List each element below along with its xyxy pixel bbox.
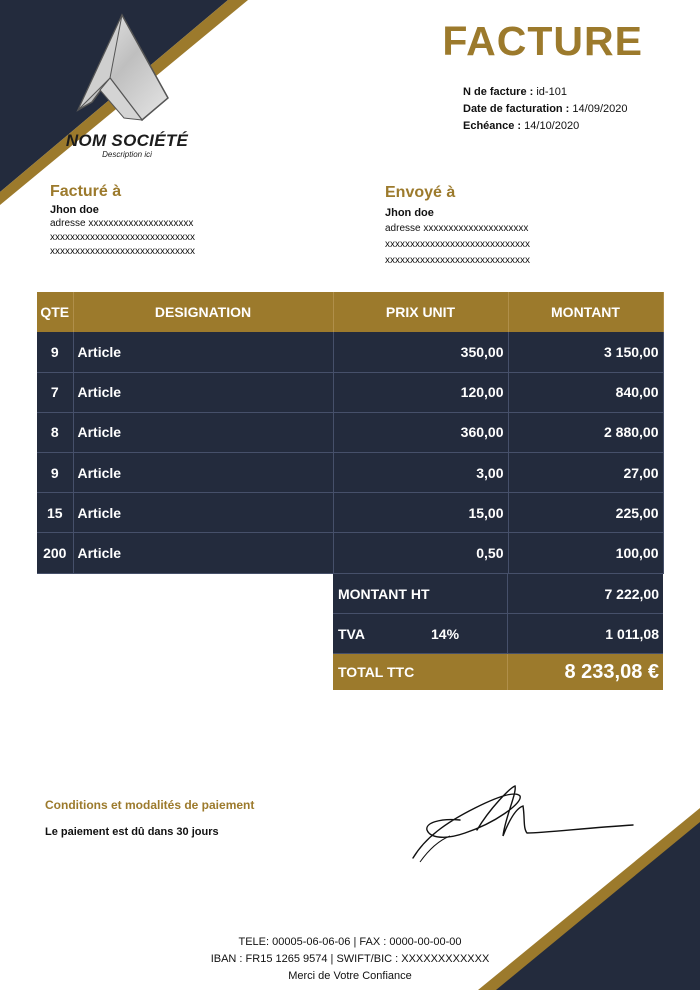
row-qty: 8 <box>37 412 73 452</box>
logo-a-icon <box>70 10 180 135</box>
shipped-to-block <box>385 185 530 269</box>
row-amount: 840,00 <box>508 372 663 412</box>
billed-to-line: adresse xxxxxxxxxxxxxxxxxxxxx <box>50 218 194 229</box>
shipped-to-title: Envoyé à <box>385 184 456 201</box>
shipped-to-name: Jhon doe <box>385 207 434 219</box>
row-designation: Article <box>73 332 333 372</box>
row-unit-price: 15,00 <box>333 493 508 533</box>
header-unit-price: PRIX UNIT <box>333 292 508 332</box>
row-unit-price: 350,00 <box>333 332 508 372</box>
footer-thanks: Merci de Votre Confiance <box>288 970 412 982</box>
shipped-to-line: xxxxxxxxxxxxxxxxxxxxxxxxxxxxx <box>385 255 530 266</box>
subtotal-label: MONTANT HT <box>333 574 508 613</box>
row-designation: Article <box>73 533 333 573</box>
invoice-due: 14/10/2020 <box>524 120 580 132</box>
row-unit-price: 360,00 <box>333 412 508 452</box>
subtotal-row <box>333 574 663 614</box>
billed-to-name: Jhon doe <box>50 204 99 216</box>
row-qty: 9 <box>37 453 73 493</box>
row-designation: Article <box>73 412 333 452</box>
invoice-number: id-101 <box>536 86 567 98</box>
subtotal-value: 7 222,00 <box>604 585 659 602</box>
row-amount: 3 150,00 <box>508 332 663 372</box>
vat-label: TVA <box>338 625 365 642</box>
invoice-date-label: Date de facturation : <box>463 103 570 115</box>
row-amount: 27,00 <box>508 453 663 493</box>
row-designation: Article <box>73 453 333 493</box>
table-row <box>37 453 663 493</box>
table-row <box>37 372 663 412</box>
table-row <box>37 493 663 533</box>
billed-to-line: xxxxxxxxxxxxxxxxxxxxxxxxxxxxx <box>50 232 195 243</box>
row-amount: 2 880,00 <box>508 412 663 452</box>
row-designation: Article <box>73 493 333 533</box>
vat-row <box>333 614 663 654</box>
row-designation: Article <box>73 372 333 412</box>
invoice-due-label: Echéance : <box>463 120 522 132</box>
invoice-meta <box>463 84 627 135</box>
invoice-date: 14/09/2020 <box>572 103 628 115</box>
vat-label-cell <box>333 614 508 653</box>
row-amount: 225,00 <box>508 493 663 533</box>
invoice-title: FACTURE <box>442 18 643 64</box>
table-row <box>37 332 663 372</box>
vat-rate: 14% <box>431 625 460 642</box>
footer <box>0 934 700 985</box>
row-amount: 100,00 <box>508 533 663 573</box>
table-row <box>37 412 663 452</box>
table-header-row <box>37 292 663 332</box>
billed-to-title: Facturé à <box>50 183 122 200</box>
total-value: 8 233,08 € <box>564 660 659 683</box>
company-description: Description ici <box>102 150 152 159</box>
row-unit-price: 120,00 <box>333 372 508 412</box>
row-qty: 200 <box>37 533 73 573</box>
header-designation: DESIGNATION <box>73 292 333 332</box>
total-row <box>333 654 663 690</box>
company-name: NOM SOCIÉTÉ <box>65 131 189 150</box>
table-row <box>37 533 663 573</box>
row-qty: 7 <box>37 372 73 412</box>
total-label: TOTAL TTC <box>333 654 508 690</box>
row-unit-price: 3,00 <box>333 453 508 493</box>
shipped-to-line: xxxxxxxxxxxxxxxxxxxxxxxxxxxxx <box>385 239 530 250</box>
row-qty: 9 <box>37 332 73 372</box>
footer-contact: TELE: 00005-06-06-06 | FAX : 0000-00-00-00 <box>238 936 462 948</box>
billed-to-block <box>50 185 195 259</box>
conditions-text: Le paiement est dû dans 30 jours <box>45 826 219 838</box>
header-qty: QTE <box>37 292 73 332</box>
billed-to-line: xxxxxxxxxxxxxxxxxxxxxxxxxxxxx <box>50 246 195 257</box>
vat-value: 1 011,08 <box>605 625 659 642</box>
footer-bank: IBAN : FR15 1265 9574 | SWIFT/BIC : XXXXXXXXXXXX <box>210 953 490 965</box>
conditions-title: Conditions et modalités de paiement <box>45 798 255 812</box>
row-qty: 15 <box>37 493 73 533</box>
items-table <box>37 292 664 574</box>
shipped-to-line: adresse xxxxxxxxxxxxxxxxxxxxx <box>385 223 529 234</box>
header-amount: MONTANT <box>508 292 663 332</box>
invoice-number-label: N de facture : <box>463 86 534 98</box>
row-unit-price: 0,50 <box>333 533 508 573</box>
signature-icon <box>405 778 640 868</box>
